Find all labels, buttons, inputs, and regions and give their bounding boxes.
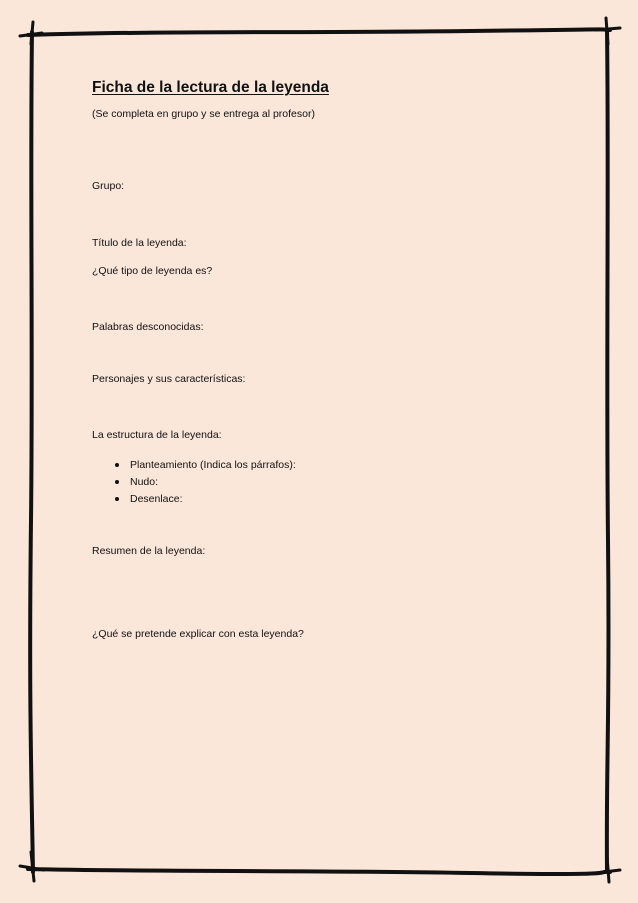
bullet-icon: [115, 463, 119, 467]
field-palabras: Palabras desconocidas:: [92, 321, 204, 333]
field-grupo: Grupo:: [92, 180, 125, 192]
field-resumen: Resumen de la leyenda:: [92, 545, 206, 557]
field-estructura: La estructura de la leyenda:: [92, 429, 222, 441]
document-subtitle: (Se completa en grupo y se entrega al profesor): [92, 108, 315, 120]
list-item-text: Planteamiento (Indica los párrafos):: [130, 459, 296, 471]
field-explicar: ¿Qué se pretende explicar con esta leyenda?: [92, 628, 304, 640]
document-title: Ficha de la lectura de la leyenda: [92, 79, 329, 96]
field-titulo: Título de la leyenda:: [92, 237, 187, 249]
list-item-text: Desenlace:: [130, 493, 183, 505]
bullet-icon: [115, 497, 119, 501]
list-item-text: Nudo:: [130, 476, 159, 488]
bullet-icon: [115, 480, 119, 484]
field-personajes: Personajes y sus características:: [92, 373, 246, 385]
field-tipo: ¿Qué tipo de leyenda es?: [92, 265, 213, 277]
